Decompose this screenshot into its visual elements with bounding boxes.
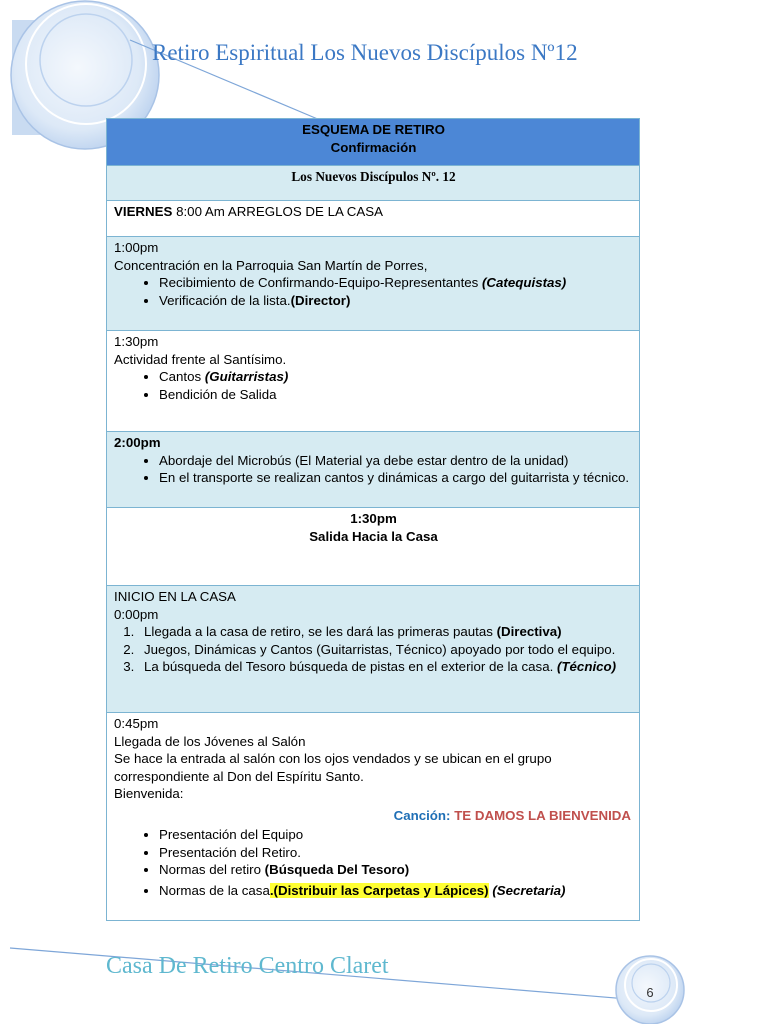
song-title: TE DAMOS LA BIENVENIDA (454, 807, 631, 823)
schedule-table (106, 118, 640, 921)
row7-line1: Llegada de los Jóvenes al Salón (114, 733, 306, 749)
schedule-row-1pm (107, 237, 640, 331)
row7-line3: Bienvenida: (114, 786, 184, 801)
row6-list (114, 623, 633, 676)
list-item: • En el transporte se realizan cantos y dinámicas a cargo del guitarrista y técnico. (159, 469, 633, 487)
row2-list (114, 274, 633, 309)
song-label: Canción: (393, 807, 451, 823)
list-item: 3. La búsqueda del Tesoro búsqueda de pistas en el exterior de la casa. (Técnico) (138, 658, 633, 676)
list-item: • Presentación del Retiro. (159, 844, 633, 862)
row3-time: 1:30pm (114, 334, 159, 349)
list-item: • Bendición de Salida (159, 386, 633, 404)
schedule-row-house-start (107, 586, 640, 713)
page-number: 6 (646, 985, 654, 1000)
table-header-line1: ESQUEMA DE RETIRO (302, 122, 445, 137)
row5-time: 1:30pm (350, 511, 397, 526)
day-label: VIERNES (114, 204, 173, 219)
schedule-row-departure (107, 508, 640, 586)
table-header-row (107, 119, 640, 166)
schedule-row-arrival (107, 713, 640, 921)
row1-text: 8:00 Am ARREGLOS DE LA CASA (172, 204, 384, 219)
list-item: • Verificación de la lista.(Director) (159, 292, 633, 310)
table-header-line2: Confirmación (330, 139, 417, 155)
footer-title: Casa De Retiro Centro Claret (106, 953, 389, 979)
row3-list (114, 368, 633, 403)
list-item: • Recibimiento de Confirmando-Equipo-Representantes (Catequistas) (159, 274, 633, 292)
list-item: • Cantos (Guitarristas) (159, 368, 633, 386)
schedule-row-friday (107, 201, 640, 237)
highlighted-text: .(Distribuir las Carpetas y Lápices) (269, 882, 489, 898)
table-title-row (107, 166, 640, 201)
list-item: 1. Llegada a la casa de retiro, se les dará las primeras pautas (Directiva) (138, 623, 633, 641)
schedule-row-130pm (107, 331, 640, 432)
row2-desc: Concentración en la Parroquia San Martín de Porres, (114, 257, 428, 273)
row5-text: Salida Hacia la Casa (309, 528, 438, 544)
row6-time: 0:00pm (114, 606, 159, 622)
row7-line2: Se hace la entrada al salón con los ojos vendados y se ubican en el grupo correspondiente al Don del Espíritu Santo. (114, 751, 552, 784)
table-title: Los Nuevos Discípulos Nº. 12 (107, 166, 640, 201)
list-item: • Presentación del Equipo (159, 826, 633, 844)
list-item: • Normas del retiro (Búsqueda Del Tesoro) (159, 861, 633, 879)
row2-time: 1:00pm (114, 240, 159, 255)
row3-desc: Actividad frente al Santísimo. (114, 351, 287, 367)
list-item: • Abordaje del Microbús (El Material ya debe estar dentro de la unidad) (159, 452, 633, 470)
row7-time: 0:45pm (114, 716, 159, 731)
row7-list (114, 826, 633, 899)
header-title: Retiro Espiritual Los Nuevos Discípulos Nº12 (152, 40, 578, 65)
schedule-row-2pm (107, 432, 640, 508)
row4-time: 2:00pm (114, 435, 161, 450)
list-item: • Normas de la casa.(Distribuir las Carpetas y Lápices) (Secretaria) (159, 882, 633, 900)
list-item: 2. Juegos, Dinámicas y Cantos (Guitarristas, Técnico) apoyado por todo el equipo. (138, 641, 633, 659)
row4-list (114, 452, 633, 487)
row6-line1: INICIO EN LA CASA (114, 589, 236, 604)
song-line (114, 807, 633, 825)
